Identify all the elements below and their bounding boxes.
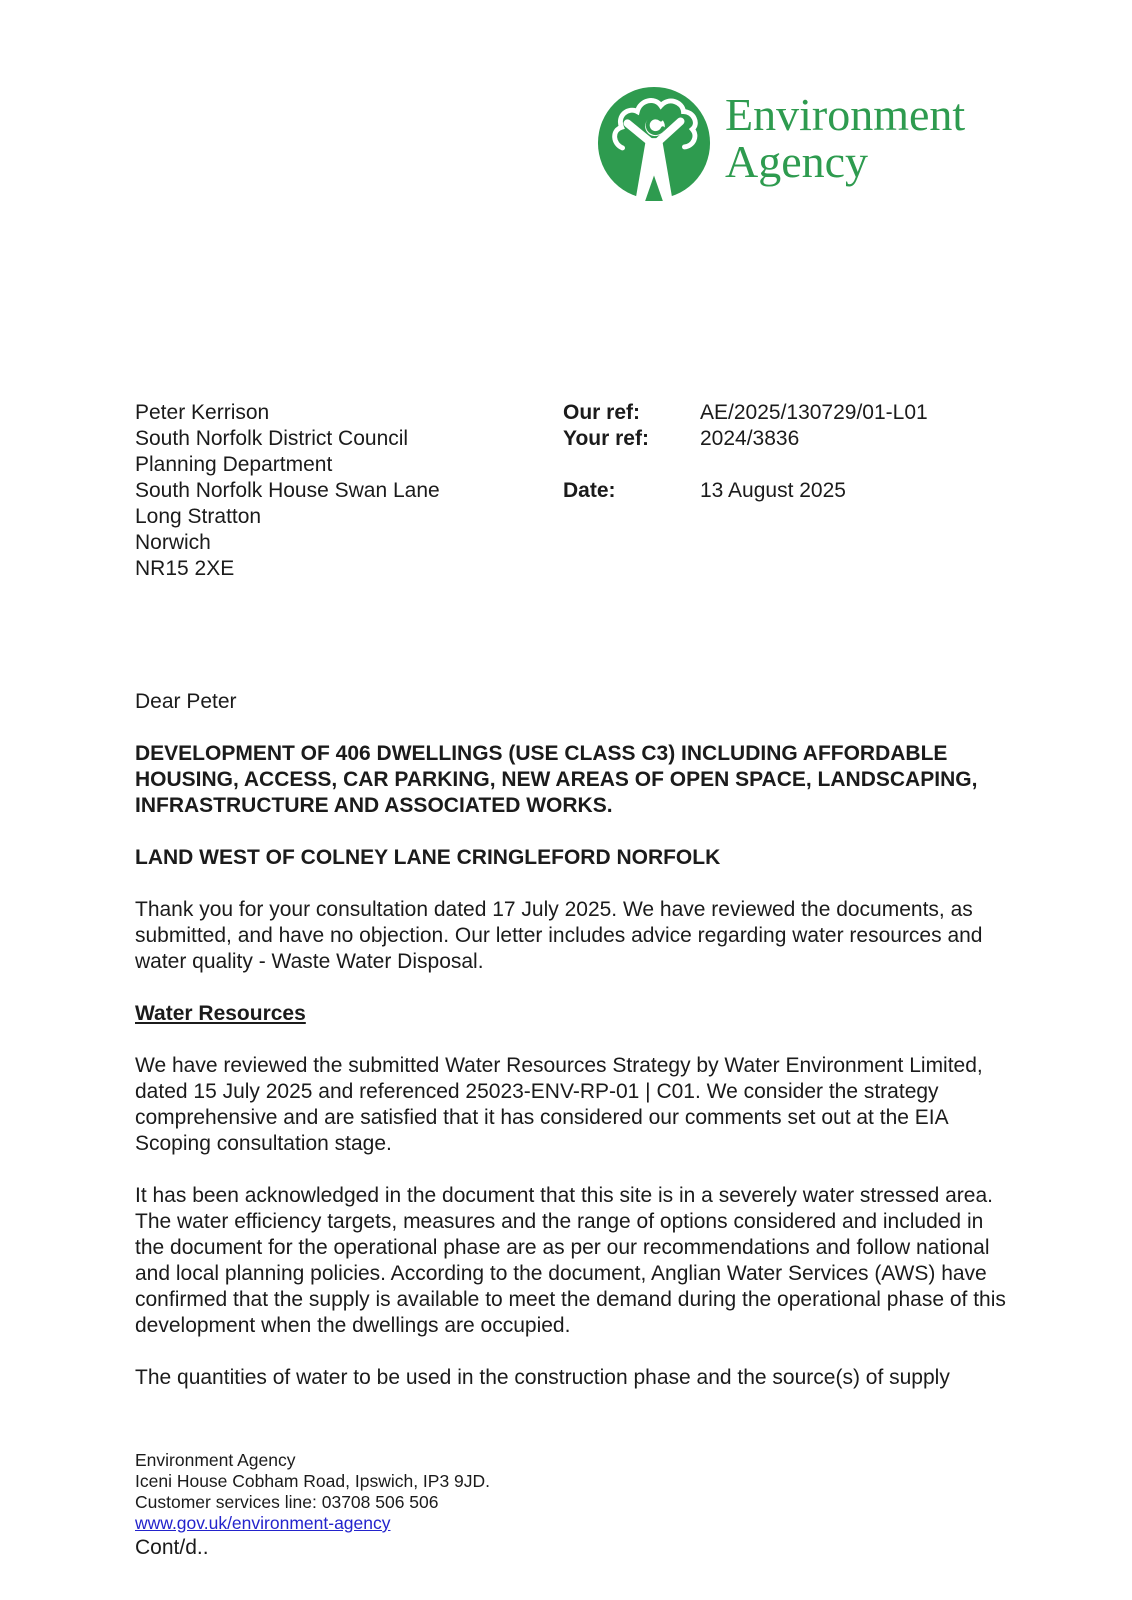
footer-org-name: Environment Agency <box>135 1450 296 1470</box>
recipient-street: South Norfolk House Swan Lane <box>135 479 440 502</box>
subject-heading: DEVELOPMENT OF 406 DWELLINGS (USE CLASS C3) INCLUDING AFFORDABLE HOUSING, ACCESS, CAR PARKING, NEW AREAS OF OPEN SPACE, LANDSCAPING, INFRASTRUCTURE AND ASSOCIATED WORKS. <box>135 742 978 817</box>
recipient-postcode: NR15 2XE <box>135 557 235 580</box>
footer-address: Iceni House Cobham Road, Ipswich, IP3 9JD. <box>135 1471 491 1491</box>
intro-paragraph: Thank you for your consultation dated 17 July 2025. We have reviewed the documents, as submitted, and have no objection. Our letter includes advice regarding water resources and water quality - Waste Water Disposal. <box>135 898 983 973</box>
water-resources-paragraph-1: We have reviewed the submitted Water Resources Strategy by Water Environment Limited, dated 15 July 2025 and referenced 25023-ENV-RP-01 | C01. We consider the strategy comprehensive and are satisfied that it has considered our comments set out at the EIA Scoping consultation stage. <box>135 1054 983 1155</box>
recipient-name: Peter Kerrison <box>135 401 270 424</box>
letterhead <box>596 85 965 201</box>
org-wordmark-line2: Agency <box>725 136 869 187</box>
recipient-org: South Norfolk District Council <box>135 427 409 450</box>
recipient-address <box>135 400 440 582</box>
recipient-town: Long Stratton <box>135 505 262 528</box>
continuation-marker: Cont/d.. <box>135 1536 209 1559</box>
water-resources-paragraph-3: The quantities of water to be used in the construction phase and the source(s) of supply <box>135 1366 950 1389</box>
water-resources-heading: Water Resources <box>135 1002 306 1025</box>
our-ref-label: Our ref: <box>563 401 641 424</box>
org-wordmark <box>725 85 965 185</box>
recipient-dept: Planning Department <box>135 453 333 476</box>
your-ref-value: 2024/3836 <box>700 427 800 450</box>
recipient-city: Norwich <box>135 531 211 554</box>
ea-tree-person-logo-icon <box>596 85 712 201</box>
date-value: 13 August 2025 <box>700 479 846 502</box>
water-resources-paragraph-2: It has been acknowledged in the document that this site is in a severely water stressed area. The water efficiency targets, measures and the range of options considered and included in the document for the operational phase are as per our recommendations and follow national and local planning policies. According to the document, Anglian Water Services (AWS) have confirmed that the supply is available to meet the demand during the operational phase of this development when the dwellings are occupied. <box>135 1184 1006 1337</box>
ref-spacer <box>563 452 928 478</box>
letter-body <box>135 689 1015 1417</box>
footer-website-link[interactable]: www.gov.uk/environment-agency <box>135 1513 391 1533</box>
site-heading: LAND WEST OF COLNEY LANE CRINGLEFORD NORFOLK <box>135 846 721 869</box>
letter-footer <box>135 1450 490 1561</box>
footer-phone: Customer services line: 03708 506 506 <box>135 1492 439 1512</box>
org-wordmark-line1: Environment <box>725 89 966 140</box>
our-ref-value: AE/2025/130729/01-L01 <box>700 401 928 424</box>
date-label: Date: <box>563 479 616 502</box>
your-ref-label: Your ref: <box>563 427 649 450</box>
salutation: Dear Peter <box>135 690 237 713</box>
reference-block <box>563 400 928 504</box>
